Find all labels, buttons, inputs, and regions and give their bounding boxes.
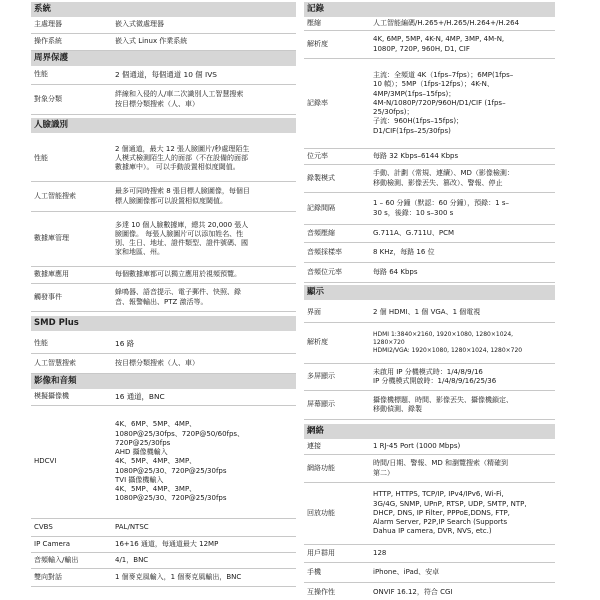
spec-value: 主流：全頻道 4K（1fps–7fps）；6MP(1fps– 10 幀）；5MP（1fps-12fps）；4K-N、 4MP/3MP(1fps–15fps)； 4M-N/1080P/720P/960H/D1/CIF (1fps– 25/30fps)； 子流：960H(1fps–15fps)； D1/CIF(1fps–25/30fps) bbox=[373, 71, 514, 135]
spec-label: 操作系統 bbox=[34, 37, 62, 46]
spec-value: 多達 10 個人臉數據庫，總共 20,000 張人 臉圖像。 每張人臉圖片可以添加姓名、性 別、生日、地址、證件類型、證件號碼、國 家和地區、州。 bbox=[115, 220, 249, 257]
spec-value: 8 KHz，每路 16 位 bbox=[373, 247, 435, 256]
spec-value: 1 個麥克風輸入，1 個麥克風輸出，BNC bbox=[115, 572, 242, 581]
spec-row-record-interval bbox=[304, 193, 555, 225]
spec-value: 2 個 HDMI、1 個 VGA、1 個電視 bbox=[373, 307, 481, 316]
spec-value: PAL/NTSC bbox=[115, 522, 149, 531]
spec-label: 手機 bbox=[307, 567, 321, 576]
left-column bbox=[31, 0, 296, 587]
spec-label: 網絡功能 bbox=[307, 463, 335, 472]
spec-label: CVBS bbox=[34, 522, 53, 531]
spec-value: 嵌入式微處理器 bbox=[115, 20, 164, 29]
spec-row-playback-function bbox=[304, 483, 555, 545]
section-record-header: 記錄 bbox=[304, 2, 555, 17]
spec-value: 1 RJ-45 Port (1000 Mbps) bbox=[373, 441, 461, 450]
spec-label: 性能 bbox=[34, 338, 48, 347]
spec-row-database-application bbox=[31, 267, 296, 284]
spec-label: 位元率 bbox=[307, 151, 328, 160]
spec-row-multi-screen bbox=[304, 364, 555, 391]
spec-row-mobile bbox=[304, 563, 555, 583]
spec-row-osd bbox=[304, 391, 555, 420]
spec-label: 性能 bbox=[34, 70, 48, 79]
spec-row-record-rate bbox=[304, 59, 555, 149]
spec-value: HDMI 1:3840×2160, 1920×1080, 1280×1024, 1280×720 HDMI2/VGA: 1920×1080, 1280×1024, 1280×720 bbox=[373, 331, 523, 354]
spec-value: 每路 32 Kbps–6144 Kbps bbox=[373, 151, 459, 160]
spec-row-compression bbox=[304, 17, 555, 31]
spec-row-ai-search bbox=[31, 182, 296, 212]
spec-label: IP Camera bbox=[34, 539, 70, 548]
spec-row-audio-io bbox=[31, 553, 296, 569]
spec-value: 4/1，BNC bbox=[115, 555, 149, 564]
spec-value: 16+16 通道，每通道最大 12MP bbox=[115, 539, 219, 548]
spec-row-perimeter-performance bbox=[31, 66, 296, 85]
spec-value: 4K、6MP、5MP、4MP、 1080P@25/30fps、720P@50/60fps、 720P@25/30fps AHD 攝像機輸入 4K、5MP、4MP、3MP、 1080P@25/30、720P@25/30fps TVI 攝像機輸入 4K、5MP、4MP、3MP、 1080P@25/30、720P@25/30fps bbox=[115, 420, 245, 503]
spec-label: 解析度 bbox=[307, 338, 328, 347]
spec-label: 記錄間隔 bbox=[307, 203, 335, 212]
section-video-audio-header: 影像和音頻 bbox=[31, 374, 296, 389]
spec-value: 按目標分類搜索（人、車） bbox=[115, 358, 199, 367]
spec-value: 2 個通道，最大 12 張人臉圖片/秒處理陌生 人模式檢測陌生人的面部（不在設備的面部 數據庫中）。 可以手動設置相似度閾值。 bbox=[115, 144, 250, 172]
spec-label: 多屏顯示 bbox=[307, 372, 335, 381]
spec-label: 壓縮 bbox=[307, 18, 321, 27]
spec-label: 人工智能搜索 bbox=[34, 191, 76, 200]
spec-row-interoperability bbox=[304, 583, 555, 600]
spec-row-audio-compression bbox=[304, 225, 555, 243]
spec-row-interface bbox=[304, 303, 555, 323]
spec-row-users bbox=[304, 545, 555, 563]
spec-value: 時間/日期、警報、MD 和瀏覽搜索（精確到 第二） bbox=[373, 459, 509, 477]
spec-value: HTTP, HTTPS, TCP/IP, IPv4/IPv6, Wi-Fi, 3G/4G, SNMP, UPnP, RTSP, UDP, SMTP, NTP, DHCP, DNS, IP Filter, PPPoE,DDNS, FTP, Alarm Server, P2P,IP Search (Supports Dahua IP camera, DVR, NVS, etc.) bbox=[373, 490, 527, 536]
spec-label: 數據庫管理 bbox=[34, 234, 69, 243]
section-network-header: 網絡 bbox=[304, 424, 555, 439]
spec-value: ONVIF 16.12，符合 CGI bbox=[373, 587, 453, 596]
spec-value: 嵌入式 Linux 作業系統 bbox=[115, 37, 188, 46]
spec-label: 觸發事件 bbox=[34, 292, 62, 301]
right-column bbox=[304, 0, 555, 600]
spec-value: 每路 64 Kbps bbox=[373, 267, 418, 276]
spec-label: 互操作性 bbox=[307, 587, 335, 596]
spec-row-connection bbox=[304, 439, 555, 455]
spec-value: 1 – 60 分鐘（默認：60 分鐘），預錄：1 s– 30 s，後錄：10 s–300 s bbox=[373, 199, 509, 217]
spec-label: 模擬攝像機 bbox=[34, 392, 69, 401]
spec-row-smd-ai-search bbox=[31, 354, 296, 374]
spec-row-smd-performance bbox=[31, 334, 296, 354]
section-display-header: 顯示 bbox=[304, 285, 555, 300]
spec-label: 數據庫應用 bbox=[34, 270, 69, 279]
spec-value: 蜂鳴器、語音提示、電子郵件、快照、錄 音、報警輸出、PTZ 激活等。 bbox=[115, 288, 241, 306]
spec-value: 未啟用 IP 分機模式時：1/4/8/9/16 IP 分機模式開啟時：1/4/8/9/16/25/36 bbox=[373, 367, 497, 385]
spec-row-trigger-events bbox=[31, 284, 296, 312]
spec-value: 絆線和入侵的人/車二次識別人工智慧搜索 按目標分類搜索（人、車） bbox=[115, 90, 244, 108]
spec-value: 每個數據庫都可以獨立應用於視頻預覽。 bbox=[115, 270, 241, 279]
spec-label: 音頻輸入/輸出 bbox=[34, 555, 79, 564]
spec-row-cvbs bbox=[31, 519, 296, 537]
spec-label: 回放功能 bbox=[307, 508, 335, 517]
spec-label: 音頻採樣率 bbox=[307, 247, 342, 256]
spec-label: 錄製模式 bbox=[307, 173, 335, 182]
spec-label: 雙向對話 bbox=[34, 572, 62, 581]
spec-row-record-resolution bbox=[304, 31, 555, 59]
spec-value: iPhone、iPad、安卓 bbox=[373, 567, 440, 576]
spec-value: 最多可同時搜索 8 張目標人臉圖像，每個目 標人臉圖像都可以設置相似度閾值。 bbox=[115, 187, 250, 205]
spec-row-analog-camera bbox=[31, 389, 296, 406]
spec-row-two-way-talk bbox=[31, 569, 296, 587]
section-face-recognition-header: 人臉識別 bbox=[31, 118, 296, 133]
spec-label: 音頻壓縮 bbox=[307, 228, 335, 237]
spec-row-audio-bitrate bbox=[304, 263, 555, 283]
spec-row-record-mode bbox=[304, 165, 555, 193]
spec-row-bitrate bbox=[304, 149, 555, 165]
spec-label: 記錄率 bbox=[307, 98, 328, 107]
spec-row-audio-sample-rate bbox=[304, 243, 555, 263]
spec-value: 16 路 bbox=[115, 338, 135, 348]
spec-row-os bbox=[31, 34, 296, 51]
spec-value: 攝像機標題、時間、影像丟失、攝像機鎖定、 移動偵測、錄製 bbox=[373, 395, 513, 413]
spec-row-main-processor bbox=[31, 17, 296, 34]
spec-row-ip-camera bbox=[31, 537, 296, 553]
spec-row-hdcvi bbox=[31, 406, 296, 519]
spec-row-network-function bbox=[304, 455, 555, 483]
section-system-header: 系統 bbox=[31, 2, 296, 17]
spec-row-object-classification bbox=[31, 85, 296, 115]
spec-row-face-performance bbox=[31, 136, 296, 182]
section-perimeter-header: 周界保護 bbox=[31, 51, 296, 66]
spec-label: 連接 bbox=[307, 441, 321, 450]
spec-value: 2 個通道，每個通道 10 個 IVS bbox=[115, 70, 217, 80]
spec-label: 對象分類 bbox=[34, 94, 62, 103]
spec-row-display-resolution bbox=[304, 323, 555, 364]
spec-value: 4K, 6MP, 5MP, 4K-N, 4MP, 3MP, 4M-N, 1080P, 720P, 960H, D1, CIF bbox=[373, 35, 505, 53]
spec-row-database-management bbox=[31, 212, 296, 267]
spec-label: 主處理器 bbox=[34, 20, 62, 29]
section-smd-plus-header: SMD Plus bbox=[31, 316, 296, 331]
spec-value: 手動、計劃（常規、連續）、MD（影像檢測： 移動檢測、影像丟失、篡改）、警報、停止 bbox=[373, 169, 514, 187]
spec-label: 解析度 bbox=[307, 39, 328, 48]
spec-value: 人工智能編碼/H.265+/H.265/H.264+/H.264 bbox=[373, 18, 520, 27]
spec-value: G.711A、G.711U、PCM bbox=[373, 228, 455, 237]
spec-label: 界面 bbox=[307, 307, 321, 316]
spec-label: 音頻位元率 bbox=[307, 267, 342, 276]
spec-label: 用戶群用 bbox=[307, 548, 335, 557]
spec-value: 16 通道，BNC bbox=[115, 392, 165, 402]
spec-label: 屏幕顯示 bbox=[307, 400, 335, 409]
spec-label: HDCVI bbox=[34, 457, 57, 466]
spec-label: 人工智慧搜索 bbox=[34, 358, 76, 367]
spec-label: 性能 bbox=[34, 153, 48, 162]
spec-value: 128 bbox=[373, 548, 387, 557]
